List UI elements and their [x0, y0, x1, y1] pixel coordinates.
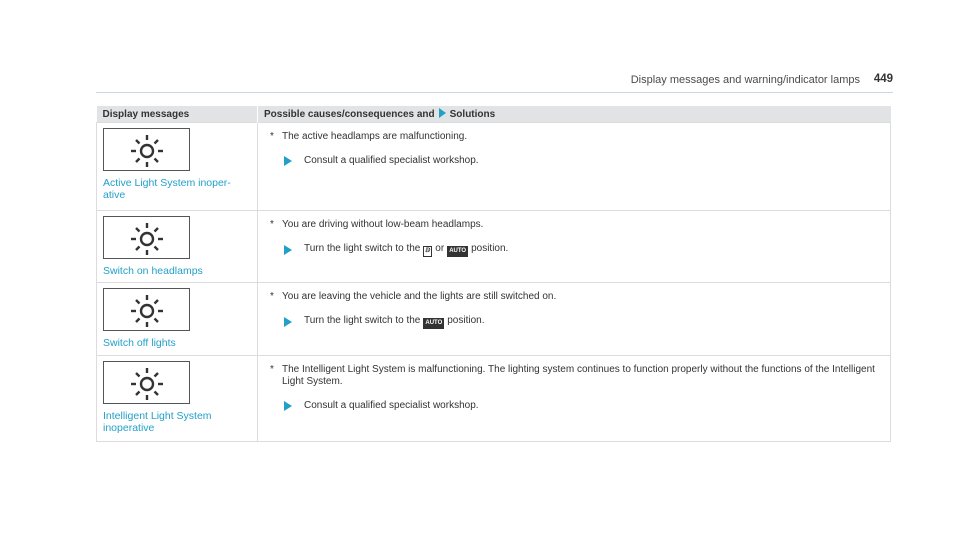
cause-marker: * — [270, 364, 274, 375]
table-row — [97, 356, 891, 442]
cause-marker: * — [270, 131, 274, 142]
cause-line — [270, 291, 884, 303]
cause-text: You are driving without low-beam headlamps. — [282, 219, 484, 230]
section-title: Display messages and warning/indicator lamps — [630, 74, 860, 86]
table-row — [97, 211, 891, 283]
display-messages-table — [96, 106, 891, 442]
message-cell — [97, 123, 258, 211]
solution-text-post: position. — [447, 315, 485, 326]
light-system-lamp-icon — [129, 365, 165, 401]
light-system-lamp-icon — [129, 220, 165, 256]
light-system-lamp-icon — [129, 132, 165, 168]
page-number: 449 — [873, 73, 893, 85]
solution-text-post: position. — [471, 243, 509, 254]
cause-marker: * — [270, 291, 274, 302]
action-arrow-icon — [284, 317, 292, 327]
low-beam-symbol-icon: ⅅ — [423, 246, 432, 257]
column-header-causes-solutions — [258, 106, 891, 123]
solution-text — [304, 243, 508, 257]
solution-arrow-icon — [439, 108, 446, 118]
solution-text: Consult a qualified specialist workshop. — [304, 400, 479, 411]
solution-text-pre: Turn the light switch to the — [304, 243, 421, 254]
action-arrow-icon — [284, 245, 292, 255]
solution-step — [284, 400, 884, 412]
solution-step — [284, 243, 884, 257]
cause-text: The active headlamps are malfunctioning. — [282, 131, 468, 142]
solution-step — [284, 315, 884, 329]
solution-text — [304, 315, 485, 329]
message-cell — [97, 283, 258, 356]
message-text: Switch on headlamps — [103, 265, 203, 277]
message-text: Active Light System inoper-ative — [103, 177, 231, 201]
column-header-solutions-text: Solutions — [449, 109, 496, 120]
table-row — [97, 283, 891, 356]
cause-marker: * — [270, 219, 274, 230]
cause-text: The Intelligent Light System is malfunctioning. The lighting system continues to function properly without the functions of the Intelligent Light System. — [282, 364, 875, 387]
lamp-box — [103, 361, 190, 404]
solution-text-mid: or — [435, 243, 445, 254]
table-header-row — [97, 106, 891, 123]
cause-text: You are leaving the vehicle and the lights are still switched on. — [282, 291, 557, 302]
cause-solution-cell — [258, 356, 891, 442]
lamp-box — [103, 128, 190, 171]
solution-text: Consult a qualified specialist workshop. — [304, 155, 479, 166]
lamp-box — [103, 216, 190, 259]
column-header-causes-text: Possible causes/consequences and — [264, 109, 435, 120]
cause-solution-cell — [258, 211, 891, 283]
action-arrow-icon — [284, 401, 292, 411]
cause-solution-cell — [258, 283, 891, 356]
message-text: Intelligent Light System inoperative — [103, 410, 212, 434]
auto-light-symbol-icon: AUTO — [423, 318, 444, 329]
message-text: Switch off lights — [103, 337, 176, 349]
column-header-display-messages: Display messages — [97, 106, 258, 123]
auto-light-symbol-icon: AUTO — [447, 246, 468, 257]
lamp-box — [103, 288, 190, 331]
solution-text-pre: Turn the light switch to the — [304, 315, 421, 326]
cause-line — [270, 219, 884, 231]
solution-step — [284, 155, 884, 167]
page-header — [96, 0, 893, 93]
cause-line — [270, 131, 884, 143]
light-system-lamp-icon — [129, 292, 165, 328]
table-row — [97, 123, 891, 211]
message-cell — [97, 356, 258, 442]
cause-solution-cell — [258, 123, 891, 211]
message-cell — [97, 211, 258, 283]
action-arrow-icon — [284, 156, 292, 166]
cause-line — [270, 364, 884, 388]
